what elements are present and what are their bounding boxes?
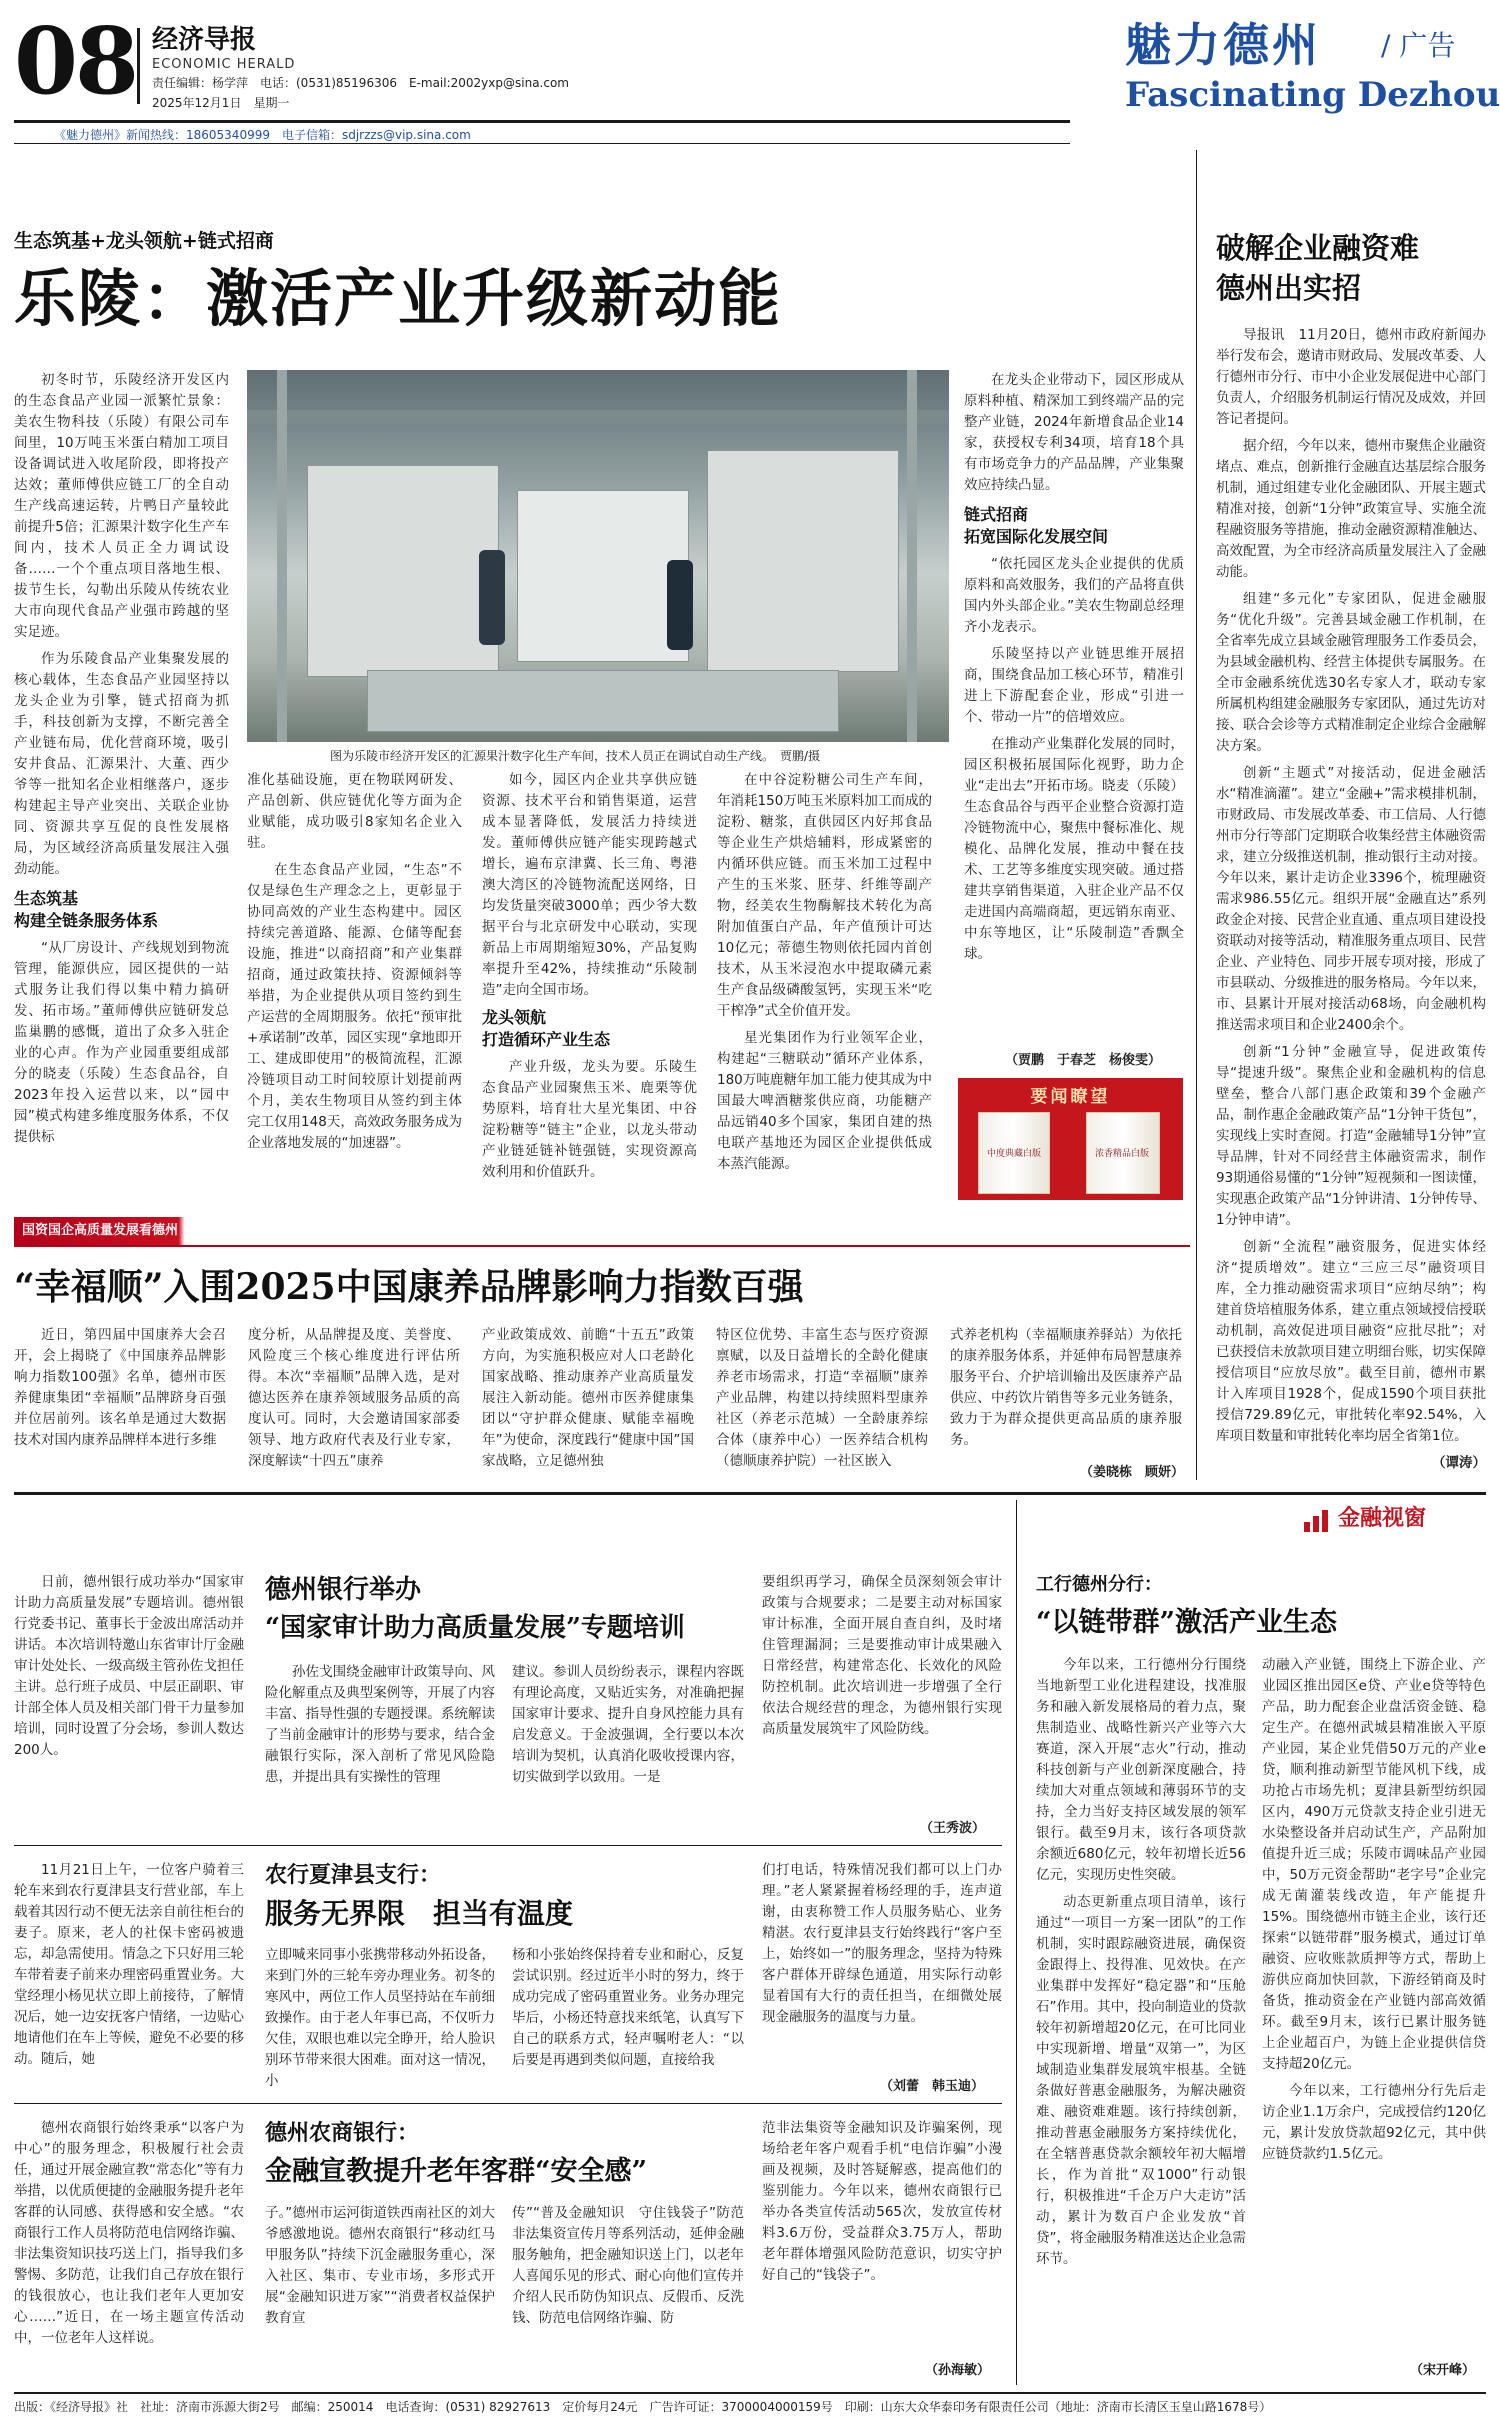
second-col-2: 度分析，从品牌提及度、美誉度、风险度三个核心维度进行评估所得。本次“幸福顺”品牌入选，是对德达医养在康养领域服务品质的高度认可。同时，大会邀请国家部委领导、地方政府代表及行业专家，深度解读“十四五”康养 [248,1327,460,1469]
lead-subhead-3: 链式招商 [964,505,1029,524]
second-col-3: 产业政策成效、前瞻“十五五”政策方向，为实施积极应对人口老龄化国家战略、推动康养产业高质量发展注入新动能。德州市医养健康集团以“守护群众健康、赋能幸福晚年”为使命，深度践行“健康中国”国家战略，立足德州独 [482,1327,694,1469]
lead-col-4: 在中谷淀粉糖公司生产车间，年消耗150万吨玉米原料加工而成的淀粉、糖浆，直供园区内好邦食品等企业生产烘焙辅料，形成紧密的内循环供应链。而玉米加工过程中产生的玉米浆、胚芽、纤维等副产物，经美农生物酶解技术转化为高附加值蛋白产品，年产值预计可达10亿元；蒂德生物则依托园内首创技术，从玉米浸泡水中提取磷元素生产食品级磷酸氢钙，实现玉米“吃干榨净”式全价值开发。 星光集团作为行业领军企业，构建起“三糖联动”循环产业体系，180万吨鹿糖年加工能力使其成为中国最大啤酒糖浆供应商，功能糖产品远销40多个国家，集团自建的热电联产基地还为园区企业提供低成本蒸汽能源。 [717,772,932,1172]
lead-subhead-2: 龙头领航 [482,1008,547,1027]
second-col-5: 式养老机构（幸福顺康养驿站）为依托的康养服务体系，并延伸布局智慧康养服务平台、介护培训输出及医康养产品供应、中药饮片销售等多元业务链条，致力于为群众提供更高品质的康养服务。 [950,1327,1182,1448]
fin-a3-title-2: 金融宣教提升老年客群“安全感” [265,2156,648,2187]
fin-a3-lead: 德州农商银行始终秉承“以客户为中心”的服务理念，积极履行社会责任，通过开展金融宣教“常态化”等有力举措，以优质便捷的金融服务提升老年客群的认同感、获得感和安全感。“农商银行工作人员将防范电信网络诈骗、非法集资知识技巧送上门，指导我们多警惕、多防范，让我们自己存放在银行的钱很放心，也让我们老年人更加安心……”近日，在一场主题宣传活动中，一位老年人这样说。 [14,2120,244,2346]
fin-a2-title-1: 农行夏津县支行： [265,1862,442,1888]
fin-a3-byline: （孙海敏） [925,2363,991,2378]
issue-date: 2025年12月1日 星期一 [152,96,290,110]
photo-caption: 图为乐陵市经济开发区的汇源果汁数字化生产车间，技术人员正在调试自动生产线。 贾鹏/摄 [330,749,821,763]
chart-bars-icon [1304,1508,1332,1532]
fin-a1-col-4: 要组织再学习，确保全员深刻领会审计政策与合规要求；二是要主动对标国家审计标准，全面开展自查自纠，及时堵住管理漏洞；三是要推动审计成果融入日常经营，构建常态化、长效化的风险防控机制。此次培训进一步增强了全行依法合规经营的理念，为德州银行实现高质量发展筑牢了风险防线。 [762,1574,1002,1737]
lead-subhead-1b: 构建全链条服务体系 [14,911,159,930]
section-title: 经济导报 [152,25,257,55]
finance-section-rule [14,1492,1486,1495]
header-bottom-rule [14,120,1070,123]
lead-kicker: 生态筑基+龙头领航+链式招商 [14,230,274,252]
second-headline: “幸福顺”入围2025中国康养品牌影响力指数百强 [14,1266,804,1308]
fin-a2-lead: 11月21日上午，一位客户骑着三轮车来到农行夏津县支行营业部，车上载着其因行动不便无法亲自前往柜台的妻子。原来，老人的社保卡密码被遗忘，却急需使用。情急之下只好用三轮车带着妻子前来办理密码重置业务。大堂经理小杨见状立即上前接待，了解情况后，她一边安抚客户情绪，一边贴心地请他们在车上等候，避免不必要的移动。随后，她 [14,1862,244,2067]
fin-a3-title-1: 德州农商银行： [265,2120,420,2146]
brand-ad-label: / 广告 [1381,29,1456,62]
hotline-text: 《魅力德州》新闻热线：18605340999 电子信箱：sdjrzzs@vip.sina.com [54,128,471,142]
fin-divider-2 [14,2103,1002,2104]
second-col-1: 近日，第四届中国康养大会召开，会上揭晓了《中国康养品牌影响力指数100强》名单，德州市医养健康集团“幸福顺”品牌跻身百强并位居前列。该名单是通过大数据技术对国内康养品牌样本进行多维 [14,1327,226,1448]
lead-byline: （贾鹏 于春芝 杨俊雯） [1005,1053,1162,1068]
fin-a1-lead: 日前，德州银行成功举办“国家审计助力高质量发展”专题培训。德州银行党委书记、董事长于金波出席活动并讲话。本次培训特邀山东省审计厅金融审计处处长、一级高级主管孙佐戈担任主讲。总行班子成员、中层正副职、审计部全体人员及相关部门骨干力量参加培训，同时设置了分会场，参训人数达200人。 [14,1574,244,1758]
fin-a1-title-1: 德州银行举办 [265,1575,422,1605]
fin-a2-byline: （刘蕾 韩玉迪） [880,2079,985,2094]
second-col-4: 特区位优势、丰富生态与医疗资源禀赋，以及日益增长的全龄化健康养老市场需求，打造“幸福顺”康养产业品牌，构建以持续照料型康养社区（养老示范城）一全龄康养综合体（康养中心）一医养结合机构（德顺康养护院）一社区嵌入 [716,1327,928,1469]
lead-subhead-3b: 拓宽国际化发展空间 [964,527,1109,546]
fin-vertical-divider [1016,1500,1017,2385]
ad-bottle-2-label: 浓香精品白版 [1094,1149,1149,1159]
fin-a4-title-2: “以链带群”激活产业生态 [1036,1607,1338,1638]
finance-badge-label: 金融视窗 [1338,1505,1427,1531]
page-number: 08 [14,7,137,115]
fin-a2-col-4: 们打电话，特殊情况我们都可以上门办理。”老人紧紧握着杨经理的手，连声道谢，由衷称赞工作人员服务贴心、业务精湛。农行夏津县支行始终践行“客户至上，始终如一”的服务理念，坚持为特殊客户群体开辟绿色通道，用实际行动彰显着国有大行的责任担当，在细微处展现金融服务的温度与力量。 [762,1862,1002,2025]
liquor-ad [958,1078,1183,1200]
ad-bottle-1-label: 中度典藏白版 [986,1149,1041,1159]
brand-title-en: Fascinating Dezhou [1125,75,1500,115]
fin-a4-title-1: 工行德州分行： [1036,1574,1162,1595]
fin-divider-1 [14,1845,1002,1846]
footer-imprint: 出版：《经济导报》社 社址：济南市泺源大街2号 邮编：250014 电话查询：(0531) 82927613 定价每月24元 广告许可证：3700004000159号 印刷：山东大众华泰印务有限责任公司（地址：济南市长清区玉皇山路1678号） [14,2400,1272,2414]
fin-a4-byline: （宋开峰） [1410,2363,1476,2378]
fin-a1-col-3: 建议。参训人员纷纷表示，课程内容既有理论高度，又贴近实务，对准确把握国家审计要求、提升自身风控能力具有启发意义。于金波强调，全行要以本次培训为契机，认真消化吸收授课内容，切实做到学以致用。一是 [512,1664,744,1785]
lead-col-2: 准化基础设施，更在物联网研发、产品创新、供应链优化等方面为企业赋能，成功吸引8家知名企业入驻。 在生态食品产业园，“生态”不仅是绿色生产理念之上，更彰显于协同高效的产业生态构建中。园区持续完善道路、能源、仓储等配套设施，推进“以商招商”和产业集群招商，通过政策扶持、资源倾斜等举措，为企业提供从项目签约到生产运营的全周期服务。依托“预审批+承诺制”改革，园区实现“拿地即开工、建成即使用”的极简流程，汇源冷链项目动工时间较原计划提前两个月，美农生物项目从签约到主体完工仅用148天，高效政务服务成为企业落地发展的“加速器”。 [247,772,462,1151]
fin-a1-col-2: 孙佐戈围绕金融审计政策导向、风险化解重点及典型案例等，开展了内容丰富、指导性强的专题授课。系统解读了当前金融审计的形势与要求，结合金融银行实际，深入剖析了常见风险隐患，并提出具有实操性的管理 [265,1664,495,1785]
fin-a1-title-2: “国家审计助力高质量发展”专题培训 [265,1613,685,1643]
lead-col-1: 初冬时节，乐陵经济开发区内的生态食品产业园一派繁忙景象：美农生物科技（乐陵）有限公司车间里，10万吨玉米蛋白精加工项目设备调试进入收尾阶段，即将投产达效；董师傅供应链工厂的全自动生产线高速运转，片鸭日产量较此前提升5倍；汇源果汁数字化生产车间内，技术人员正全力调试设备……一个个重点项目落地生根、拔节生长，勾勒出乐陵从传统农业大市向现代食品产业强市跨越的坚实足迹。 作为乐陵食品产业集聚发展的核心载体，生态食品产业园坚持以龙头企业为引擎，链式招商为抓手，科技创新为支撑，不断完善全产业链布局，优化营商环境，吸引安井食品、汇源果汁、大董、西少爷等一批知名企业相继落户，逐步构建起主导产业突出、关联企业协同、资源共享互促的良性发展格局，为区域经济高质量发展注入强劲动能。 生态筑基 构建全链条服务体系 “从厂房设计、产线规划到物流管理，能源供应，园区提供的一站式服务让我们得以集中精力搞研发、拓市场。”董师傅供应链研发总监巢鹏的感慨，道出了众多入驻企业的心声。作为产业园重要组成部分的晓麦（乐陵）生态食品谷，自2023年投入运营以来，以“园中园”模式构建多维度服务体系，不仅提供标 [14,372,229,1145]
sidebar-byline: （谭涛） [1432,1455,1486,1471]
header-divider [137,28,140,104]
brand-logo [1085,16,1500,124]
lead-subhead-2b: 打造循环产业生态 [482,1030,611,1049]
sidebar-body: 导报讯 11月20日，德州市政府新闻办举行发布会，邀请市财政局、发展改革委、人行德州市分行、市中小企业发展促进中心部门负责人，介绍服务机制运行情况及成效，并回答记者提问。 据介绍，今年以来，德州市聚焦企业融资堵点、难点，创新推行金融直达基层综合服务机制，通过组建专业化金融团队、开展主题式精准对接，创新“1分钟”政策宣导、实施全流程融资服务等措施，推动金融资源精准触达、高效配置，为全市经济高质量发展注入了金融动能。 组建“多元化”专家团队，促进金融服务“优化升级”。完善县域金融工作机制，在全省率先成立县域金融管理服务工作委员会，为县域金融机构、经营主体提供专属服务。在全市金融系统优选30名专家人才，联动专家所属机构组建金融服务专家团队，通过先访对接、联合会诊等方式精准制定企业综合金融解决方案。 创新“主题式”对接活动，促进金融活水“精准滴灌”。建立“金融+”需求模排机制，市财政局、市发展改革委、市工信局、人行德州市分行等部门定期联合收集经营主体融资需求，建立分级推送机制，推动银行主动对接。今年以来，累计走访企业3396个，梳理融资需求986.55亿元。组织开展“金融直达”系列政金企对接、民营企业直通、重点项目建设投资联动对接等活动，精准服务重点项目、民营企业、产业特色、同步开展专项对接，形成了市县联动、分级推进的服务格局。今年以来，市、县累计开展对接活动68场，向金融机构推送需求项目和企业2400余个。 创新“1分钟”金融宣导，促进政策传导“提速升级”。聚焦企业和金融机构的信息壁垒，整合八部门惠企政策和39个金融产品，制作惠企金融政策产品“1分钟干货包”，实现线上实时查阅。打造“金融辅导1分钟”宣导品牌，针对不同经营主体融资需求，制作93期通俗易懂的“1分钟”短视频和一图读懂，实现惠企政策产品“1分钟讲清、1分钟传导、1分钟申请”。 创新“全流程”融资服务，促进实体经济“提质增效”。建立“三应三尽”融资项目库，全力推动融资需求项目“应纳尽纳”；构建首贷培植服务体系，建立重点领域授信授联动机制，高效促进项目融资“应批尽批”；对已获授信未放款项目建立明细台账，切实保障授信项目“应放尽放”。截至目前，德州市累计入库项目1928个，促成1590个项目获批授信729.89亿元，审批转化率92.54%，入库项目数量和审批转化率均居全省第1位。 （谭涛） [1216,325,1486,1483]
banner-rule [14,1245,1190,1247]
state-assets-banner [14,1217,1190,1245]
fin-a3-col-3: 传”“普及金融知识 守住钱袋子”防范非法集资宣传月等系列活动，延伸金融服务触角，把金融知识送上门，以老年人喜闻乐见的形式、耐心向他们宣传并介绍人民币防伪知识点、反假币、反洗钱、防范电信网络诈骗、防 [512,2205,744,2326]
lead-subhead-1: 生态筑基 [14,889,79,908]
column-divider [1196,150,1197,1480]
fin-a2-title-2: 服务无界限 担当有温度 [265,1897,574,1930]
fin-a3-col-2: 子。”德州市运河街道铁西南社区的刘大爷感激地说。德州农商银行“移动红马甲服务队”持续下沉金融服务重心，深入社区、集市、专业市场，多形式开展“金融知识进万家”“消费者权益保护教育宣 [265,2205,495,2326]
factory-photo [247,370,949,742]
lead-col-5: 在龙头企业带动下，园区形成从原料种植、精深加工到终端产品的完整产业链，2024年新增食品企业14家，获授权专利34项，培育18个具有市场竞争力的产品品牌，产业集聚效应持续凸显。 链式招商 拓宽国际化发展空间 “依托园区龙头企业提供的优质原料和高效服务，我们的产品将直供国内外头部企业。”美农生物副总经理齐小龙表示。 乐陵坚持以产业链思维开展招商，围绕食品加工核心环节，精准引进上下游配套企业，形成“引进一个、带动一片”的倍增效应。 在推动产业集群化发展的同时，园区积极拓展国际化视野，助力企业“走出去”开拓市场。晓麦（乐陵）生态食品谷与西平企业整合资源打造冷链物流中心，聚焦中餐标准化、规模化、品牌化发展，推动中餐在技术、工艺等多维度实现突破。通过搭建共享销售渠道，入驻企业产品不仅走进国内高端商超，更远销东南亚、中东等地区，让“乐陵制造”香飘全球。 [964,372,1184,962]
fin-a4-col-2: 动融入产业链，围绕上下游企业、产业园区推出园区e贷、产业e贷等特色产品，助力配套企业盘活资金链、稳定生产。在德州武城县精准嵌入平原产业园，某企业凭借50万元的产业e贷，顺利推动新型节能风机下线，成功抢占市场先机；夏津县新型纺织园区内，490万元贷款支持企业引进无水染整设备并启动试生产，产品附加值提升近三成；乐陵市调味品产业园中，50万元资金帮助“老字号”企业完成无菌灌装线改造，年产能提升15%。围绕德州市链主企业，该行还探索“以链带群”服务模式，通过订单融资、应收账款质押等方式，帮助上游供应商加快回款，下游经销商及时备货，推动资金在产业链内部高效循环。截至9月末，该行已累计服务链上企业超百户，为链上企业提供信贷支持超20亿元。 今年以来，工行德州分行先后走访企业1.1万余户，完成授信约120亿元，累计发放贷款超92亿元，其中供应链贷款约1.5亿元。 [1262,1657,1486,2162]
second-byline: （姜晓栋 顾妍） [1080,1465,1185,1480]
fin-a2-col-2: 立即喊来同事小张携带移动外拓设备，来到门外的三轮车旁办理业务。初冬的寒风中，两位工作人员坚持站在车前细致操作。由于老人年事已高，不仅听力欠佳，双眼也难以完全睁开，给人脸识别环节带来很大困难。面对这一情况，小 [265,1947,495,2089]
fin-a2-col-3: 杨和小张始终保持着专业和耐心，反复尝试识别。经过近半小时的努力，终于成功完成了密码重置业务。业务办理完毕后，小杨还特意找来纸笔，认真写下自己的联系方式，轻声嘱咐老人：“以后要是再遇到类似问题，直接给我 [512,1947,744,2068]
sidebar-headline: 破解企业融资难 德州出实招 [1216,231,1420,305]
footer-rule [14,2392,1486,2394]
fin-a3-col-4: 范非法集资等金融知识及诈骗案例，现场给老年客户观看手机“电信诈骗”小漫画及视频，及时答疑解惑，提高他们的鉴别能力。今年以来，德州农商银行已举办各类宣传活动565次，发放宣传材料3.6万份，受益群众3.75万人，帮助老年群体增强风险防范意识，切实守护好自己的“钱袋子”。 [762,2120,1002,2283]
ad-label: 要闻瞭望 [1030,1087,1111,1107]
editor-line: 责任编辑：杨学萍 电话：(0531)85196306 E-mail:2002yxp@sina.com [152,76,569,90]
lead-headline: 乐陵：激活产业升级新动能 [14,262,783,335]
fin-a1-byline: （王秀波） [920,1821,986,1836]
brand-title-cn: 魅力德州 [1125,18,1321,72]
fin-a4-col-1: 今年以来，工行德州分行围绕当地新型工业化进程建设，找准服务和融入新发展格局的着力点，聚焦制造业、战略性新兴产业等六大赛道，深入开展“志火”行动，推动科技创新与产业创新深度融合，持续加大对重点领域和薄弱环节的支持，全力当好支持区域发展的领军银行。截至9月末，该行各项贷款余额近680亿元，较年初增长近56亿元，实现历史性突破。 动态更新重点项目清单，该行通过“一项目一方案一团队”的工作机制，实时跟踪融资进展，确保资金跟得上、投得准、见效快。在产业集群中发挥好“稳定器”和“压舱石”作用。其中，投向制造业的贷款较年初新增超20亿元，在可比同业中实现新增、增量“双第一”，为区域制造业集群发展筑牢根基。全链条做好普惠金融服务，为解决融资难、融资难难题。该行持续创新，推动普惠金融服务方案持续优化，在全辖普惠贷款余额较年初大幅增长，作为首批“双1000”行动银行，积极推进“千企万户大走访”活动，累计为数百户企业发放“首贷”，将金融服务精准送达企业急需环节。 [1036,1657,1246,2267]
banner-label: 国资国企高质量发展看德州 [22,1223,179,1238]
section-title-en: ECONOMIC HERALD [152,57,296,72]
finance-badge [1300,1500,1486,1536]
hotline-bar [14,126,1070,144]
lead-col-3: 如今，园区内企业共享供应链资源、技术平台和销售渠道，运营成本显著降低，发展活力持续迸发。董师傅供应链产能实现跨越式增长，遍布京津冀、长三角、粤港澳大湾区的冷链物流配送网络，日均发货量突破3000单；西少爷大数据平台与北京研发中心联动，实现新品上市周期缩短30%，产品复购率提升至42%，持续推动“乐陵制造”走向全国市场。 龙头领航 打造循环产业生态 产业升级，龙头为要。乐陵生态食品产业园聚焦玉米、鹿栗等优势原料，培育壮大星光集团、中谷淀粉糖等“链主”企业，以龙头带动产业链延链补链强链，实现资源高效利用和价值跃升。 [482,772,697,1180]
